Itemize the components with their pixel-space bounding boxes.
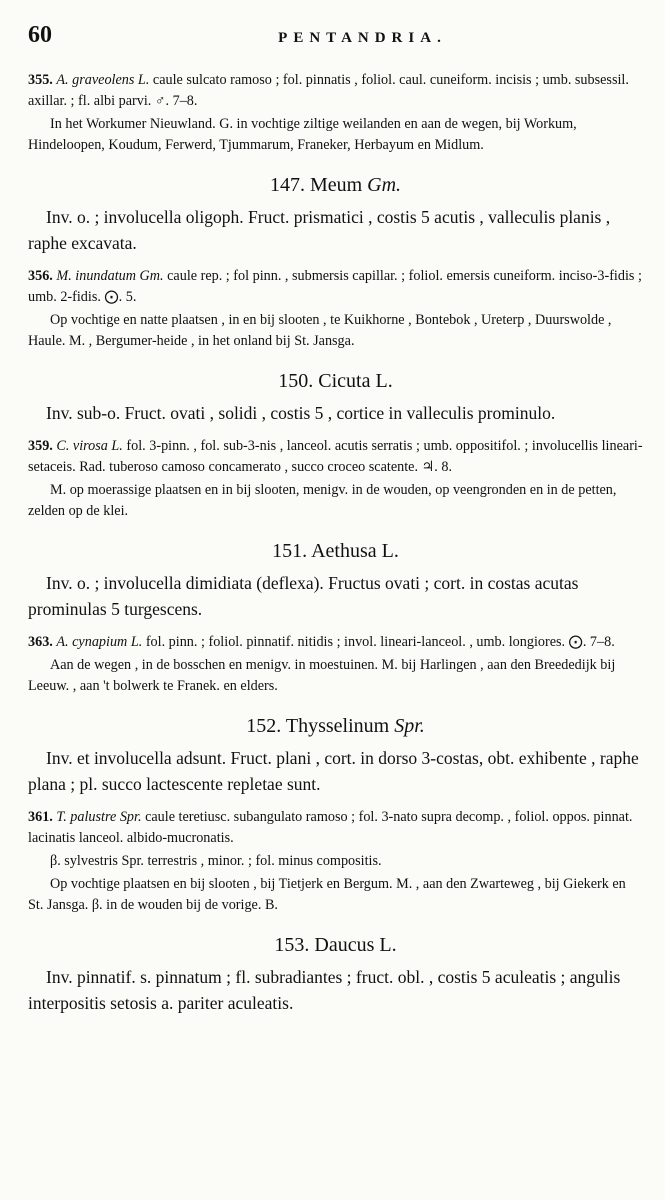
species-name: A. cynapium L. (56, 634, 143, 650)
genus-heading (28, 368, 643, 394)
genus-description: Inv. et involucella adsunt. Fruct. plani , cort. in dorso 3-costas, obt. exhibente , raphe plana ; pl. succo lactescente repletae sunt. (28, 748, 639, 794)
genus-heading (28, 713, 643, 739)
species-locality: In het Workumer Nieuwland. G. in vochtige ziltige weilanden en aan de wegen, bij Workum, Hindeloopen, Koudum, Ferwerd, Tjummarum, Franeker, Herbayum en Midlum. (28, 116, 577, 153)
genus-author: L. (381, 540, 399, 562)
species-diagnosis: caule rep. ; fol pinn. , submersis capillar. ; foliol. emersis cuneiform. inciso-3-fidis ; umb. 2-fidis. ⨀. 5. (28, 268, 642, 305)
species-number: 359. (28, 438, 53, 454)
page-header (28, 22, 637, 52)
species-diagnosis: caule sulcato ramoso ; fol. pinnatis , foliol. caul. cuneiform. incisis ; umb. subsessil. axillar. ; fl. albi parvi. ♂. 7–8. (28, 72, 629, 109)
species-variety: β. sylvestris Spr. terrestris , minor. ; fol. minus compositis. (50, 853, 382, 869)
running-title: PENTANDRIA. (278, 30, 447, 46)
species-name: T. palustre Spr. (56, 809, 142, 825)
genus-title: 147. Meum (269, 174, 363, 196)
genus-author: Gm. (367, 174, 402, 196)
genus-title: 152. Thysselinum (246, 715, 390, 737)
genus-author: Spr. (394, 715, 425, 737)
species-locality: Op vochtige plaatsen en bij slooten , bij Tietjerk en Bergum. M. , aan den Zwarteweg , bij Giekerk en St. Jansga. β. in de wouden bij de vorige. B. (28, 876, 626, 913)
genus-description: Inv. o. ; involucella dimidiata (deflexa). Fructus ovati ; cort. in costas acutas prominulas 5 turgescens. (28, 573, 579, 619)
genus-description: Inv. o. ; involucella oligoph. Fruct. prismatici , costis 5 acutis , valleculis planis , raphe excavata. (28, 207, 611, 253)
species-entry (28, 807, 643, 849)
species-locality: Aan de wegen , in de bosschen en menigv. in moestuinen. M. bij Harlingen , aan den Breededijk bij Leeuw. , aan 't bolwerk te Franek. en elders. (28, 657, 616, 694)
species-number: 361. (28, 809, 53, 825)
genus-author: L. (379, 934, 397, 956)
species-entry (28, 632, 643, 653)
genus-title: 153. Daucus (274, 934, 375, 956)
species-number: 356. (28, 268, 53, 284)
genus-author: L. (375, 370, 393, 392)
species-entry (28, 70, 643, 112)
species-name: A. graveolens L. (56, 72, 150, 88)
page-number: 60 (28, 22, 52, 48)
genus-heading (28, 172, 643, 198)
genus-title: 151. Aethusa (272, 540, 377, 562)
page-content (28, 70, 643, 1026)
genus-title: 150. Cicuta (278, 370, 371, 392)
species-locality: M. op moerassige plaatsen en in bij slooten, menigv. in de wouden, op veengronden en in de petten, zelden op de klei. (28, 482, 617, 519)
genus-heading (28, 932, 643, 958)
species-locality: Op vochtige en natte plaatsen , in en bij slooten , te Kuikhorne , Bontebok , Ureterp , Duurswolde , Haule. M. , Bergumer-heide , in het onland bij St. Jansga. (28, 312, 612, 349)
species-number: 363. (28, 634, 53, 650)
genus-heading (28, 538, 643, 564)
species-entry (28, 436, 643, 478)
species-diagnosis: fol. pinn. ; foliol. pinnatif. nitidis ; invol. lineari-lanceol. , umb. longiores. ⨀. 7–8. (142, 634, 615, 650)
species-diagnosis: caule teretiusc. subangulato ramoso ; fol. 3-nato supra decomp. , foliol. oppos. pinnat. lacinatis lanceol. albido-mucronatis. (28, 809, 633, 846)
species-name: M. inundatum Gm. (56, 268, 164, 284)
species-diagnosis: fol. 3-pinn. , fol. sub-3-nis , lanceol. acutis serratis ; umb. oppositifol. ; involucellis lineari-setaceis. Rad. tuberoso camoso concamerato , succo croceo scatente. ♃. 8. (28, 438, 643, 475)
species-entry (28, 266, 643, 308)
genus-description: Inv. sub-o. Fruct. ovati , solidi , costis 5 , cortice in valleculis prominulo. (46, 403, 556, 423)
species-name: C. virosa L. (56, 438, 123, 454)
genus-description: Inv. pinnatif. s. pinnatum ; fl. subradiantes ; fruct. obl. , costis 5 aculeatis ; angulis interpositis setosis a. pariter aculeatis. (28, 967, 621, 1013)
species-number: 355. (28, 72, 53, 88)
